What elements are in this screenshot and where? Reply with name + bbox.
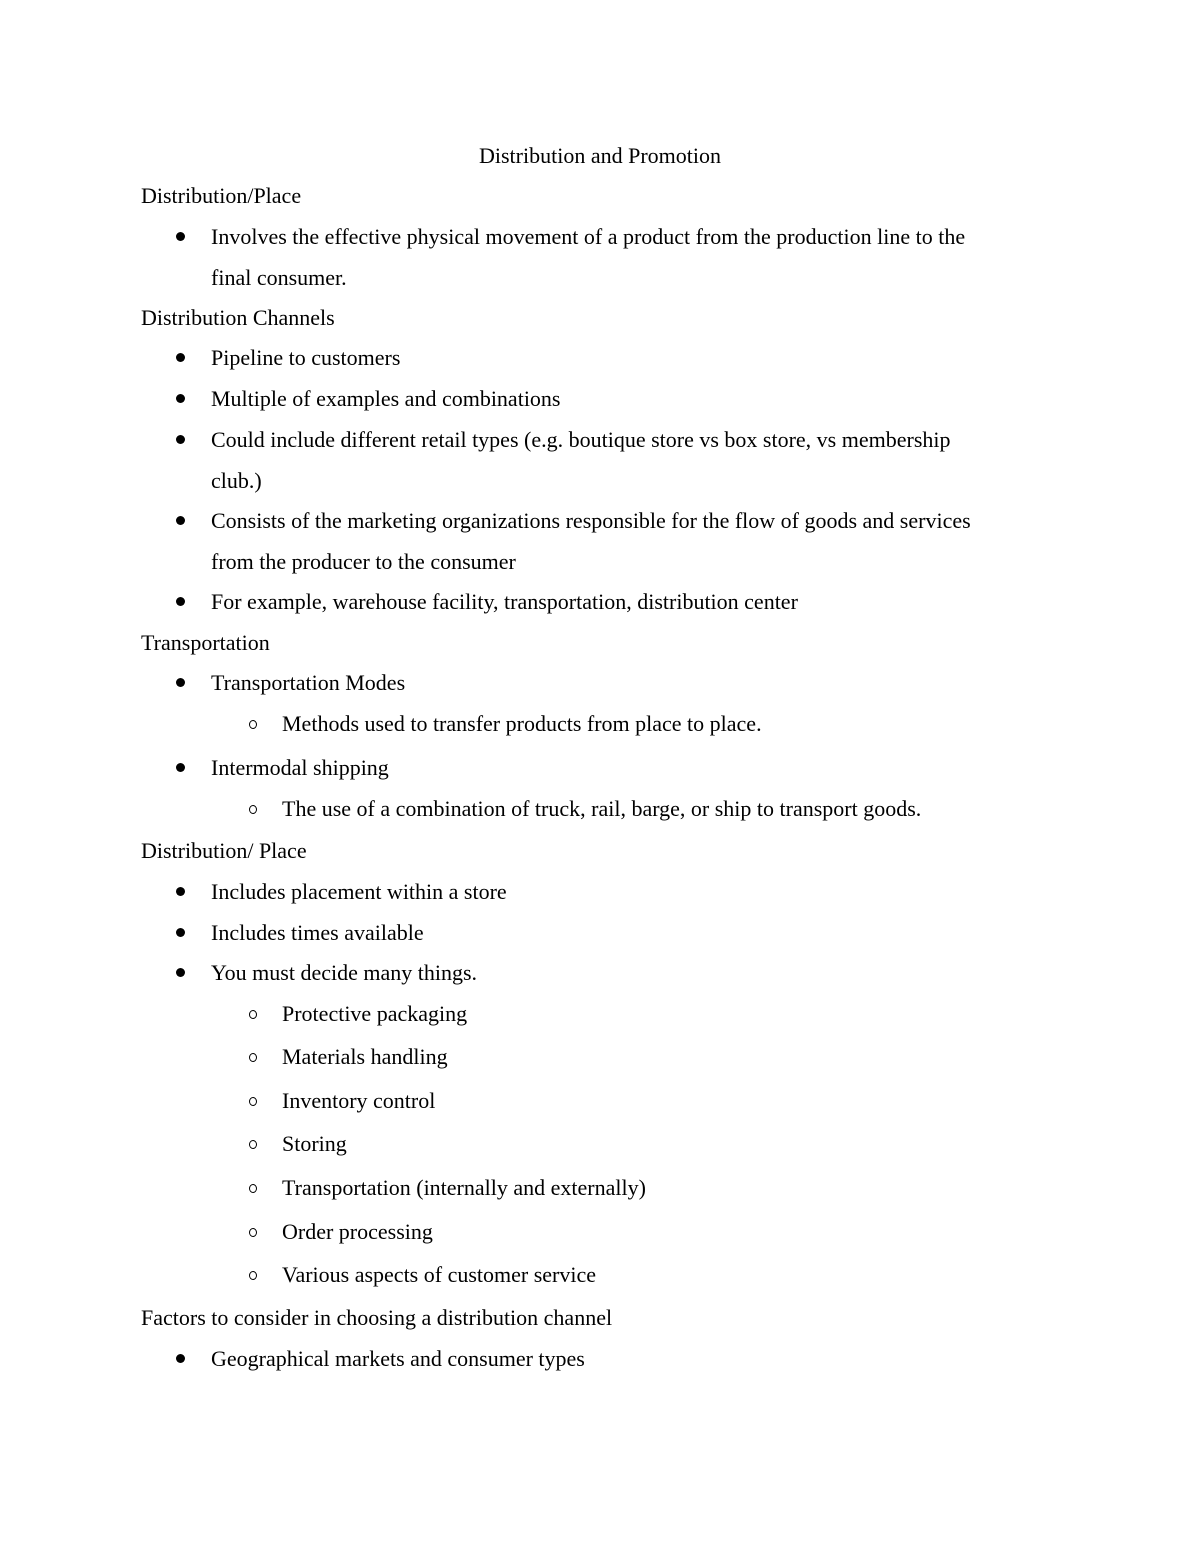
list-item-line: Pipeline to customers: [211, 345, 401, 370]
section-heading-distribution-channels: Distribution Channels: [141, 305, 335, 330]
sub-bullet-icon: [249, 1053, 257, 1062]
sub-list-item: Storing: [282, 1131, 347, 1156]
sub-bullet-icon: [249, 805, 257, 814]
sub-list-item: Order processing: [282, 1219, 433, 1244]
list-item-line: Transportation Modes: [211, 670, 406, 695]
bullet-icon: [176, 928, 185, 937]
sub-list-item: Inventory control: [282, 1088, 436, 1113]
sub-bullet-icon: [249, 1271, 257, 1280]
list-item-line: For example, warehouse facility, transportation, distribution center: [211, 589, 798, 614]
bullet-icon: [176, 763, 185, 772]
sub-list-item: Transportation (internally and externally): [282, 1175, 646, 1200]
bullet-icon: [176, 516, 185, 525]
sub-list-item: The use of a combination of truck, rail, barge, or ship to transport goods.: [282, 796, 922, 821]
sub-list-item: Methods used to transfer products from place to place.: [282, 711, 762, 736]
list-item-line: You must decide many things.: [211, 960, 478, 985]
list-item-line: Includes times available: [211, 920, 424, 945]
list-item-line: final consumer.: [211, 265, 347, 290]
bullet-icon: [176, 435, 185, 444]
bullet-icon: [176, 678, 185, 687]
bullet-icon: [176, 394, 185, 403]
list-item-line: club.): [211, 468, 262, 493]
sub-bullet-icon: [249, 720, 257, 729]
sub-bullet-icon: [249, 1010, 257, 1019]
bullet-icon: [176, 1354, 185, 1363]
section-heading-transportation: Transportation: [141, 630, 270, 655]
sub-list-item: Various aspects of customer service: [282, 1262, 597, 1287]
list-item-line: Consists of the marketing organizations responsible for the flow of goods and services: [211, 508, 971, 533]
sub-list-item: Protective packaging: [282, 1001, 468, 1026]
list-item-line: Multiple of examples and combinations: [211, 386, 561, 411]
sub-list-item: Materials handling: [282, 1044, 448, 1069]
section-heading-distribution-place-2: Distribution/ Place: [141, 838, 307, 863]
section-heading-factors: Factors to consider in choosing a distribution channel: [141, 1305, 613, 1330]
list-item-line: Involves the effective physical movement of a product from the production line to the: [211, 224, 966, 249]
section-heading-distribution-place: Distribution/Place: [141, 183, 302, 208]
bullet-icon: [176, 353, 185, 362]
list-item-line: Intermodal shipping: [211, 755, 389, 780]
sub-bullet-icon: [249, 1184, 257, 1193]
sub-bullet-icon: [249, 1097, 257, 1106]
bullet-icon: [176, 887, 185, 896]
list-item-line: from the producer to the consumer: [211, 549, 516, 574]
bullet-icon: [176, 968, 185, 977]
sub-bullet-icon: [249, 1228, 257, 1237]
list-item-line: Could include different retail types (e.g. boutique store vs box store, vs membership: [211, 427, 951, 452]
bullet-icon: [176, 232, 185, 241]
bullet-icon: [176, 597, 185, 606]
sub-bullet-icon: [249, 1140, 257, 1149]
list-item-line: Includes placement within a store: [211, 879, 507, 904]
document-title: Distribution and Promotion: [479, 143, 721, 168]
list-item-line: Geographical markets and consumer types: [211, 1346, 585, 1371]
